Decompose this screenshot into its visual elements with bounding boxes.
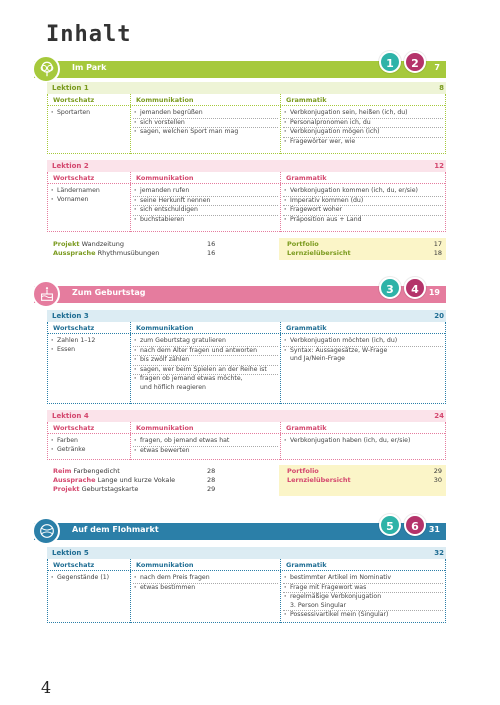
column-headers: [48, 559, 445, 571]
list-item: · Zahlen 1–12: [50, 337, 128, 346]
list-item: · Präposition aus + Land: [283, 216, 443, 225]
birthday-cake-icon: [38, 285, 56, 303]
list-item: · sich vorstellen: [133, 119, 278, 129]
list-item: · Gegenstände (1): [50, 574, 128, 583]
col-grammatik: Grammatik: [286, 96, 327, 104]
page-number: 4: [41, 678, 52, 697]
list-item: · Fragewort woher: [283, 206, 443, 216]
lesson-3: [47, 310, 446, 404]
list-item: · Verbkonjugation mögen (ich): [283, 128, 443, 138]
col-wortschatz: Wortschatz: [53, 174, 95, 182]
list-item: · regelmäßige Verbkonjugation: [283, 593, 443, 602]
list-item: · sagen, wer beim Spielen an der Reihe ist: [133, 366, 278, 376]
lesson-table: [47, 172, 446, 232]
page-title: Inhalt: [46, 22, 132, 47]
extra-row[interactable]: Reim Farbengedicht 28 Portfolio 29: [53, 467, 442, 475]
unit-badge-4: 4: [404, 277, 426, 299]
list-item: · Verbkonjugation sein, heißen (ich, du): [283, 109, 443, 119]
lesson-title: Lektion 4: [52, 412, 89, 420]
list-item: · Vornamen: [50, 196, 128, 205]
unit-icon-circle: [32, 517, 60, 545]
list-item: · Imperativ kommen (du): [283, 197, 443, 207]
list-item: · Syntax: Aussagesätze, W-Frage: [283, 347, 443, 356]
lesson-title: Lektion 5: [52, 549, 89, 557]
col-kommunikation: Kommunikation: [136, 96, 194, 104]
list-item: · nach dem Preis fragen: [133, 574, 278, 584]
lesson-table: [47, 322, 446, 404]
list-item: · fragen, ob jemand etwas hat: [133, 437, 278, 447]
list-item: · sagen, welchen Sport man mag: [133, 128, 278, 137]
lesson-title: Lektion 3: [52, 312, 89, 320]
unit-page: 7: [434, 63, 440, 72]
list-item: · buchstabieren: [133, 216, 278, 225]
list-item: · zum Geburtstag gratulieren: [133, 337, 278, 347]
lesson-page: 32: [434, 549, 444, 557]
col-wortschatz: Wortschatz: [53, 324, 95, 332]
col-kommunikation: Kommunikation: [136, 174, 194, 182]
lesson-page: 12: [434, 162, 444, 170]
list-item: · sich entschuldigen: [133, 206, 278, 216]
col-kommunikation: Kommunikation: [136, 324, 194, 332]
ball-icon: [38, 522, 56, 540]
list-item: · Frage mit Fragewort was: [283, 584, 443, 594]
col-wortschatz: Wortschatz: [53, 561, 95, 569]
col-grammatik: Grammatik: [286, 324, 327, 332]
list-item: · jemanden begrüßen: [133, 109, 278, 119]
extra-row[interactable]: Aussprache Lange und kurze Vokale 28 Lernzielübersicht 30: [53, 476, 442, 484]
list-item: und Ja/Nein-Frage: [290, 355, 345, 363]
list-item: · etwas bewerten: [133, 447, 278, 456]
unit-page: 19: [428, 288, 440, 297]
col-grammatik: Grammatik: [286, 174, 327, 182]
lesson-title: Lektion 1: [52, 84, 89, 92]
list-item: · bestimmter Artikel im Nominativ: [283, 574, 443, 584]
list-item: · Ländernamen: [50, 187, 128, 196]
extra-row[interactable]: Projekt Wandzeitung 16 Portfolio 17: [53, 240, 442, 248]
list-item: · Farben: [50, 437, 128, 446]
lesson-4: [47, 410, 446, 460]
lesson-table: [47, 94, 446, 154]
column-headers: [48, 94, 445, 106]
list-item: · Verbkonjugation haben (ich, du, er/sie): [283, 437, 443, 446]
lesson-header[interactable]: [47, 310, 446, 322]
list-item: · jemanden rufen: [133, 187, 278, 197]
col-grammatik: Grammatik: [286, 561, 327, 569]
col-wortschatz: Wortschatz: [53, 424, 95, 432]
unit-badge-6: 6: [404, 514, 426, 536]
list-item: · Verbkonjugation kommen (ich, du, er/sie): [283, 187, 443, 197]
col-wortschatz: Wortschatz: [53, 96, 95, 104]
unit-icon-circle: [32, 55, 60, 83]
tree-icon: [38, 60, 56, 78]
list-item: · Fragewörter wer, wie: [283, 138, 443, 147]
list-item: und höflich reagieren: [140, 383, 206, 391]
lesson-table: [47, 422, 446, 460]
lesson-2: [47, 160, 446, 232]
list-item: · Getränke: [50, 446, 128, 455]
list-item: · bis zwölf zählen: [133, 356, 278, 366]
lesson-title: Lektion 2: [52, 162, 89, 170]
extra-row[interactable]: Projekt Geburtstagskarte 29: [53, 485, 216, 493]
unit-title: Auf dem Flohmarkt: [72, 525, 159, 534]
unit-title: Zum Geburtstag: [72, 288, 146, 297]
column-headers: [48, 322, 445, 334]
list-item: · Sportarten: [50, 109, 128, 118]
list-item: · nach dem Alter fragen und antworten: [133, 347, 278, 357]
unit-badge-1: 1: [379, 51, 401, 73]
list-item: · Personalpronomen ich, du: [283, 119, 443, 129]
lesson-5: [47, 547, 446, 623]
col-kommunikation: Kommunikation: [136, 561, 194, 569]
lesson-header[interactable]: [47, 410, 446, 422]
unit-page: 31: [428, 525, 440, 534]
lesson-header[interactable]: [47, 547, 446, 559]
col-grammatik: Grammatik: [286, 424, 327, 432]
column-headers: [48, 172, 445, 184]
list-item: · etwas bestimmen: [133, 584, 278, 593]
list-item: · seine Herkunft nennen: [133, 197, 278, 207]
lesson-header[interactable]: [47, 160, 446, 172]
list-item: 3. Person Singular: [283, 602, 443, 612]
list-item: · Possessivartikel mein (Singular): [283, 611, 443, 620]
list-item: · Verbkonjugation möchten (ich, du): [283, 337, 443, 347]
extra-row[interactable]: Aussprache Rhythmusübungen 16 Lernzielübersicht 18: [53, 249, 442, 257]
column-headers: [48, 422, 445, 434]
list-item: · fragen ob jemand etwas möchte,: [133, 375, 278, 384]
col-kommunikation: Kommunikation: [136, 424, 194, 432]
list-item: · Essen: [50, 346, 128, 355]
lesson-page: 20: [434, 312, 444, 320]
lesson-page: 8: [439, 84, 444, 92]
lesson-table: [47, 559, 446, 623]
unit-badge-5: 5: [379, 514, 401, 536]
unit-icon-circle: [32, 280, 60, 308]
lesson-header[interactable]: [47, 82, 446, 94]
unit-badge-2: 2: [404, 51, 426, 73]
unit-extras: [47, 240, 446, 258]
unit-title: Im Park: [72, 63, 107, 72]
lesson-page: 24: [434, 412, 444, 420]
lesson-1: [47, 82, 446, 154]
unit-badge-3: 3: [379, 277, 401, 299]
unit-extras: [47, 467, 446, 494]
